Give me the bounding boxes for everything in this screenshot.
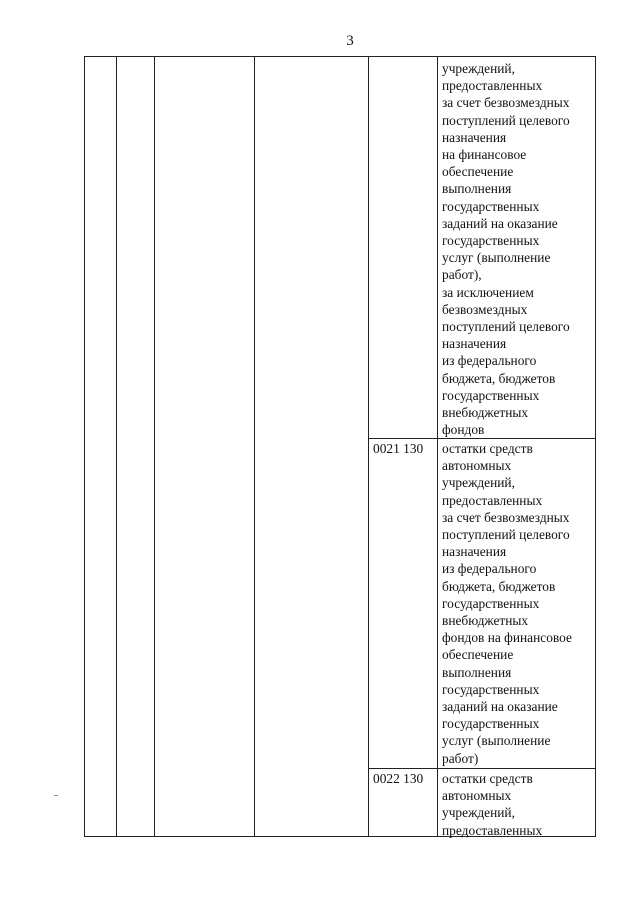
column-divider [254, 56, 255, 837]
scan-artifact [54, 795, 58, 796]
row-description: учреждений, предоставленных за счет безвозмездных поступлений целевого назначения на финансовое обеспечение выполнения государственных заданий на оказание государственных услуг (выполнение работ), за исключением безвозмездных поступлений целевого назначения из федерального бюджета, бюджетов государственных внебюджетных фондов [442, 61, 570, 438]
row-code: 0021 130 [373, 441, 424, 456]
column-divider [437, 56, 438, 837]
page-number: 3 [346, 33, 354, 49]
row-description: остатки средств автономных учреждений, предоставленных за счет безвозмездных поступлений целевого назначения из федерального бюджета, бюджетов государственных внебюджетных фондов на финансовое обеспечение выполнения государственных заданий на оказание государственных услуг (выполнение работ) [442, 441, 572, 766]
column-divider [368, 56, 369, 837]
column-divider [116, 56, 117, 837]
row-code: 0022 130 [373, 771, 424, 786]
row-divider [368, 768, 596, 769]
column-divider [154, 56, 155, 837]
row-description: остатки средств автономных учреждений, предоставленных [442, 771, 543, 838]
